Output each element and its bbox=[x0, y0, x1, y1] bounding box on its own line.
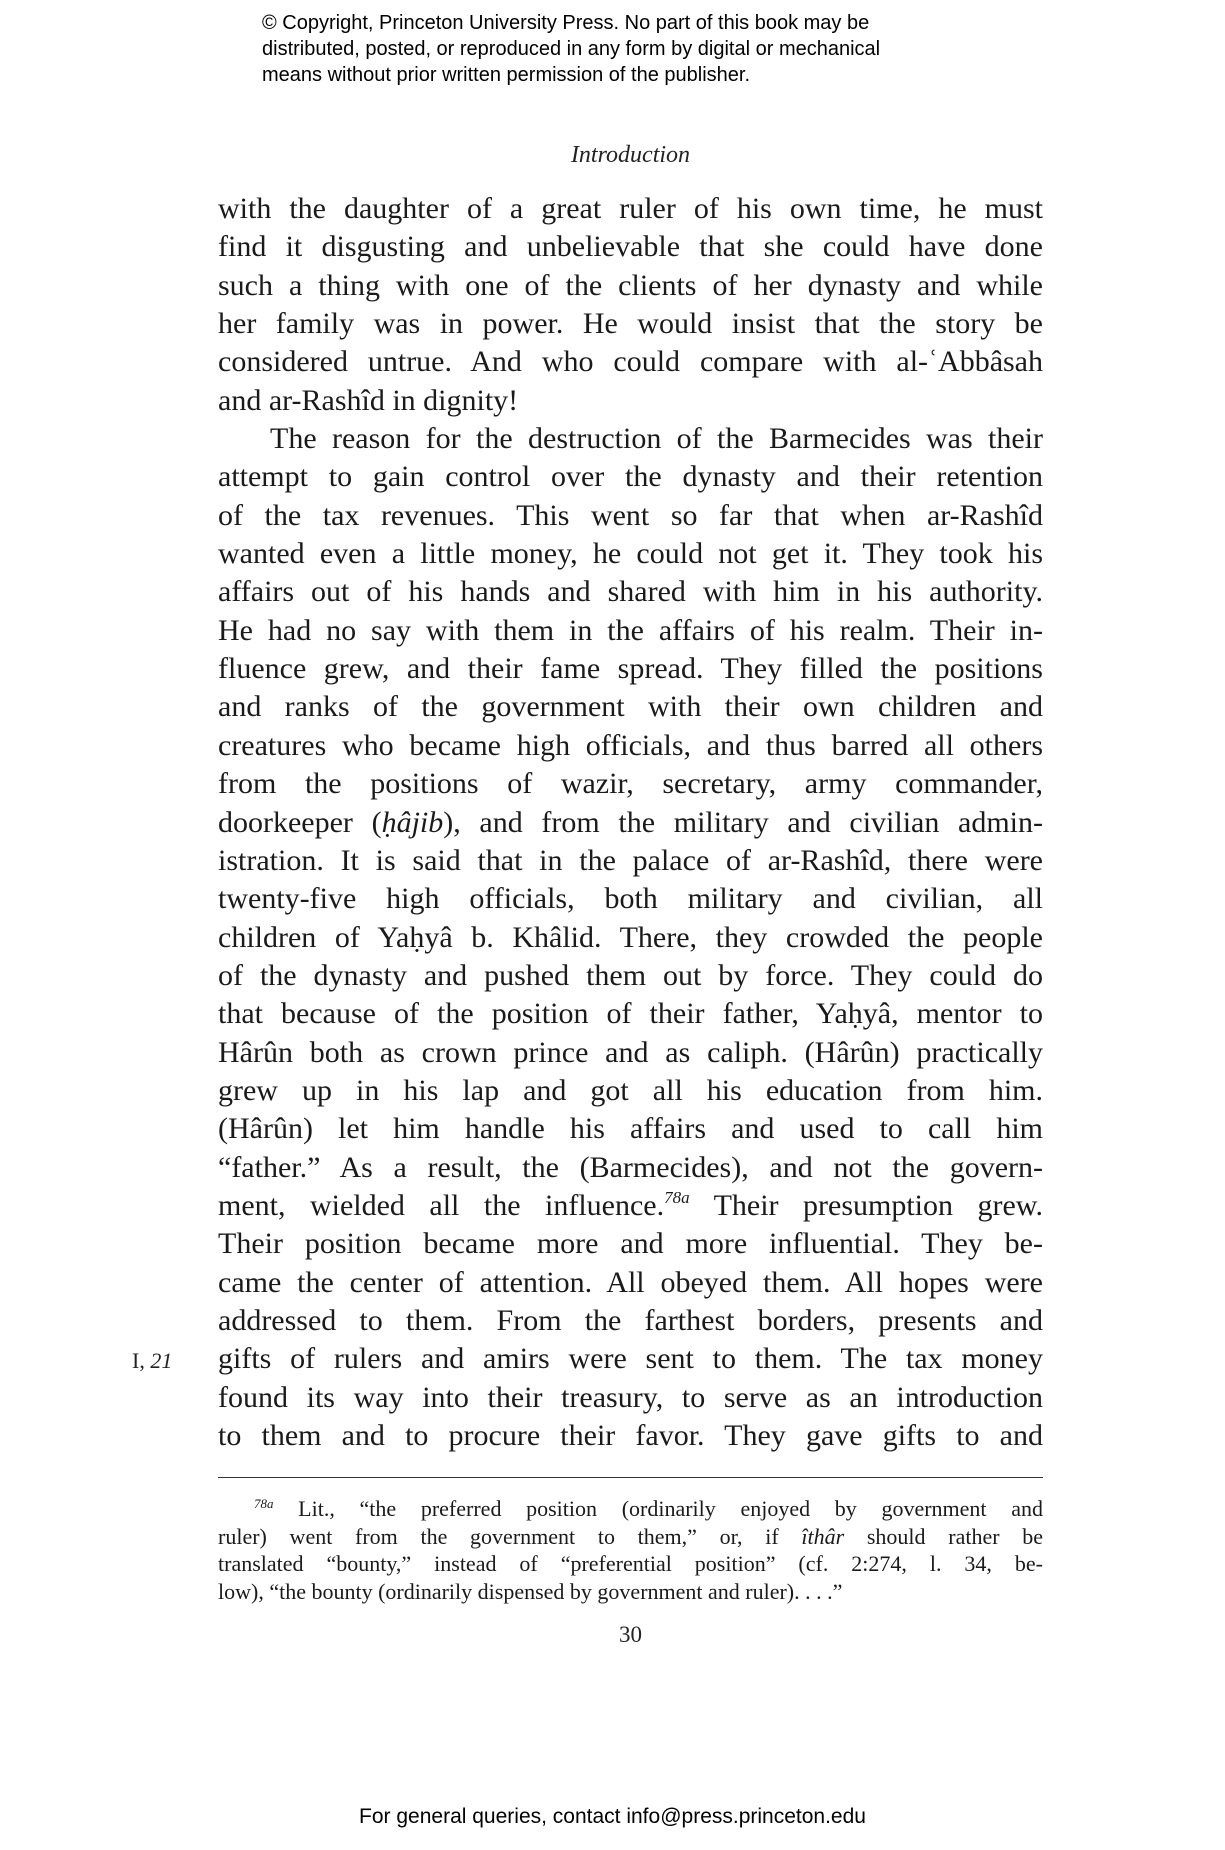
copyright-line: © Copyright, Princeton University Press. No part of this book may be bbox=[262, 12, 870, 34]
margin-page-reference bbox=[132, 1346, 172, 1376]
text-line: came the center of attention. All obeyed them. All hopes were bbox=[218, 1265, 1043, 1299]
text-line: considered untrue. And who could compare with al-ʿAbbâsah bbox=[218, 345, 1043, 379]
footnote-line: translated “bounty,” instead of “preferential position” (cf. 2:274, l. 34, be- bbox=[218, 1551, 1043, 1576]
text-line: wanted even a little money, he could not get it. They took his bbox=[218, 537, 1043, 571]
copyright-notice bbox=[262, 10, 1022, 88]
text-line: addressed to them. From the farthest borders, presents and bbox=[218, 1303, 1043, 1337]
text-line bbox=[218, 804, 1043, 842]
text-line: The reason for the destruction of the Barmecides was their bbox=[270, 422, 1043, 456]
page-number: 30 bbox=[619, 1622, 642, 1647]
text-fragment: Lit., “the preferred position (ordinarily enjoyed by government and bbox=[273, 1496, 1043, 1521]
text-line: He had no say with them in the affairs of his realm. Their in- bbox=[218, 613, 1043, 647]
text-line: fluence grew, and their fame spread. They filled the positions bbox=[218, 652, 1043, 686]
text-fragment: should rather be bbox=[844, 1523, 1043, 1549]
text-line: with the daughter of a great ruler of his own time, he must bbox=[218, 192, 1043, 225]
text-fragment: ), and from the military and civilian admin- bbox=[443, 805, 1043, 839]
text-line: twenty-five high officials, both military and civilian, all bbox=[218, 882, 1043, 916]
text-line: of the dynasty and pushed them out by force. They could do bbox=[218, 958, 1043, 992]
text-line: children of Yaḥyâ b. Khâlid. There, they crowded the people bbox=[218, 920, 1043, 954]
text-line: her family was in power. He would insist that the story be bbox=[218, 307, 1043, 341]
copyright-line: means without prior written permission of the publisher. bbox=[262, 64, 751, 86]
footnote-line bbox=[218, 1523, 1043, 1551]
text-line: of the tax revenues. This went so far that when ar-Rashîd bbox=[218, 498, 1043, 532]
text-line: from the positions of wazir, secretary, army commander, bbox=[218, 767, 1043, 801]
text-line: grew up in his lap and got all his education from him. bbox=[218, 1073, 1043, 1107]
text-line bbox=[218, 1187, 1043, 1225]
text-line: creatures who became high officials, and thus barred all others bbox=[218, 728, 1043, 762]
text-line: “father.” As a result, the (Barmecides), and not the govern- bbox=[218, 1150, 1043, 1184]
footer-contact: For general queries, contact info@press.princeton.edu bbox=[359, 1805, 866, 1828]
text-line: such a thing with one of the clients of her dynasty and while bbox=[218, 268, 1043, 302]
text-fragment: ruler) went from the government to them,” or, if bbox=[218, 1523, 802, 1549]
footnote bbox=[218, 1495, 1043, 1605]
footnote-mark: 78a bbox=[254, 1496, 274, 1511]
copyright-line: distributed, posted, or reproduced in any form by digital or mechanical bbox=[262, 38, 881, 60]
footnote-divider bbox=[218, 1477, 1043, 1478]
text-line: that because of the position of their father, Yaḥyâ, mentor to bbox=[218, 997, 1043, 1031]
italic-term: îthâr bbox=[801, 1523, 845, 1549]
text-line: gifts of rulers and amirs were sent to them. The tax money bbox=[218, 1342, 1043, 1376]
italic-term: ḥâjib bbox=[381, 805, 444, 839]
text-line: and ar-Rashîd in dignity! bbox=[218, 383, 519, 417]
body-text bbox=[218, 190, 1043, 1455]
text-line: istration. It is said that in the palace of ar-Rashîd, there were bbox=[218, 843, 1043, 877]
running-head: Introduction bbox=[570, 142, 691, 168]
text-line: find it disgusting and unbelievable that she could have done bbox=[218, 230, 1043, 264]
text-line: and ranks of the government with their own children and bbox=[218, 690, 1043, 724]
margin-page: 21 bbox=[150, 1348, 173, 1373]
footnote-line bbox=[218, 1495, 1043, 1523]
text-line: found its way into their treasury, to serve as an introduction bbox=[218, 1380, 1043, 1414]
text-line: (Hârûn) let him handle his affairs and used to call him bbox=[218, 1112, 1043, 1146]
text-line: Their position became more and more influential. They be- bbox=[218, 1227, 1043, 1261]
text-line: attempt to gain control over the dynasty and their retention bbox=[218, 460, 1043, 494]
text-fragment: doorkeeper ( bbox=[218, 805, 382, 839]
margin-volume: I, bbox=[132, 1348, 151, 1373]
text-fragment: Their presumption grew. bbox=[689, 1188, 1043, 1222]
text-line: affairs out of his hands and shared with him in his authority. bbox=[218, 575, 1043, 609]
footnote-reference[interactable]: 78a bbox=[664, 1187, 690, 1207]
footnote-line: low), “the bounty (ordinarily dispensed by government and ruler). . . .” bbox=[218, 1578, 843, 1604]
text-line: Hârûn both as crown prince and as caliph. (Hârûn) practically bbox=[218, 1035, 1043, 1069]
text-line: to them and to procure their favor. They gave gifts to and bbox=[218, 1419, 1043, 1452]
text-fragment: ment, wielded all the influence. bbox=[218, 1188, 665, 1222]
